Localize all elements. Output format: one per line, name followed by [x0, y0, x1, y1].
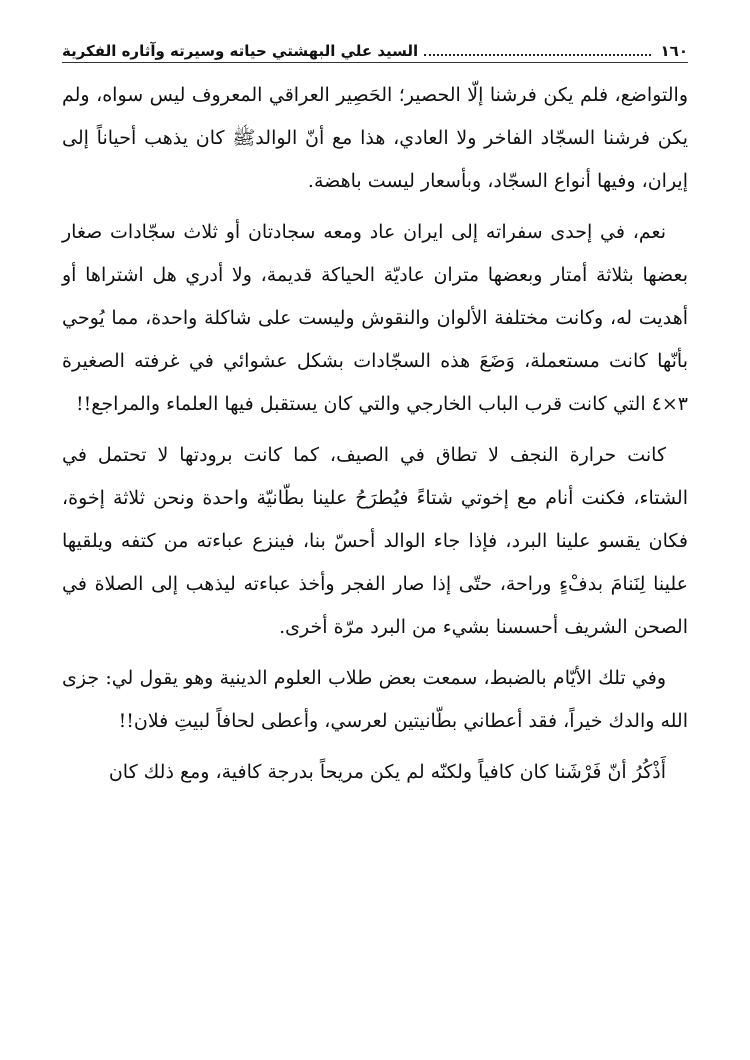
- body-text: [62, 74, 688, 802]
- page-number: ١٦٠: [660, 42, 688, 60]
- paragraph-blankets: وفي تلك الأيّام بالضبط، سمعت بعض طلاب العلوم الدينية وهو يقول لي: جزى الله والدك خيراً، فقد أعطاني بطّانيتين لعرسي، وأعطى لحافاً لبيتِ فلان!!: [62, 667, 688, 732]
- paragraph-furnishing: أَذْكُرُ أنّ فَرْشَنا كان كافياً ولكنّه لم يكن مريحاً بدرجة كافية، ومع ذلك كان: [108, 761, 666, 783]
- running-title: السيد علي البهشتي حياته وسيرته وآثاره الفكرية: [62, 42, 419, 60]
- header-dot-leader: [424, 54, 650, 56]
- header-rule: [62, 62, 688, 63]
- paragraph-najaf-weather: كانت حرارة النجف لا تطاق في الصيف، كما كانت برودتها لا تحتمل في الشتاء، فكنت أنام مع إخوتي شتاءً فيُطرَحُ علينا بطّانيّة واحدة ونحن ثلاثة إخوة، فكان يقسو علينا البرد، فإذا جاء الوالد أحسّ بنا، فينزع عباءته من كتفه ويلقيها علينا لِنَنامَ بدفْءٍ وراحة، حتّى إذا صار الفجر وأخذ عباءته ليذهب إلى الصلاة في الصحن الشريف أحسسنا بشيء من البرد مرّة أخرى.: [62, 444, 688, 638]
- paragraph-continuation: والتواضع، فلم يكن فرشنا إلّا الحصير؛ الحَصِير العراقي المعروف ليس سواه، ولم يكن فرشنا السجّاد الفاخر ولا العادي، هذا مع أنّ الوالدﷺ كان يذهب أحياناً إلى إيران، وفيها أنواع السجّاد، وبأسعار ليست باهضة.: [62, 84, 688, 192]
- paragraph-carpets: نعم، في إحدى سفراته إلى ايران عاد ومعه سجادتان أو ثلاث سجّادات صغار بعضها بثلاثة أمتار وبعضها متران عاديّة الحياكة قديمة، ولا أدري هل اشتراها أو أهديت له، وكانت مختلفة الألوان والنقوش وليست على شاكلة واحدة، مما يُوحي بأنّها كانت مستعملة، وَضَعَ هذه السجّادات بشكل عشوائي في غرفته الصغيرة ٣×٤ التي كانت قرب الباب الخارجي والتي كان يستقبل فيها العلماء والمراجع!!: [62, 221, 688, 415]
- page-header: [62, 30, 688, 60]
